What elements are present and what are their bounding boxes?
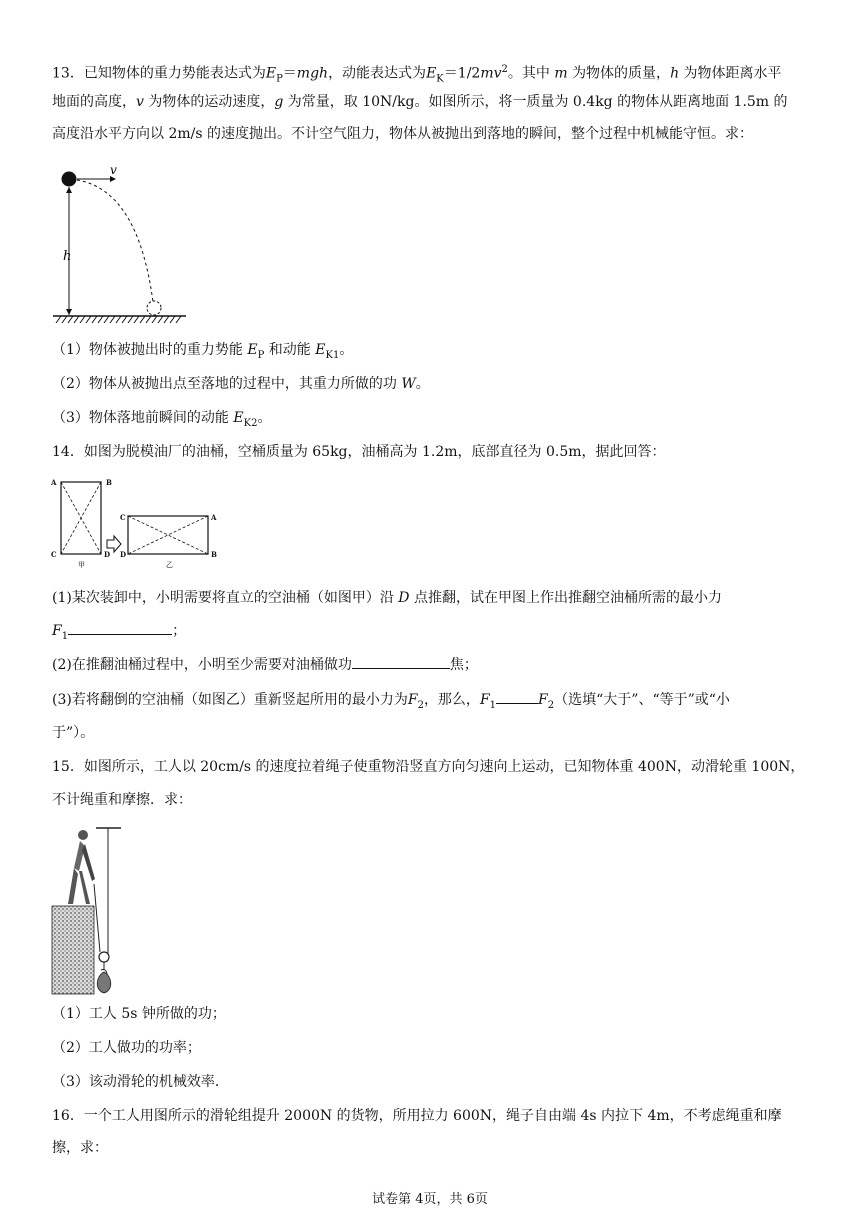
weight xyxy=(97,972,111,993)
svg-text:C: C xyxy=(51,550,57,559)
trajectory xyxy=(77,180,153,302)
q14-sub-3-cont: 于”）。 xyxy=(52,725,95,741)
page-footer: 试卷第 4页，共 6页 xyxy=(372,1192,488,1207)
q14-sub-1-answer: $F_1$ ； xyxy=(52,620,812,648)
ball-start xyxy=(62,172,77,187)
figure-yi-label: 乙 xyxy=(166,561,173,568)
worker-pulley-figure xyxy=(50,824,130,996)
q16-line-1: 16．一个工人用图所示的滑轮组提升 2000N 的货物，所用拉力 600N，绳子自由端 4s 内拉下 4m，不考虑绳重和摩 xyxy=(52,1108,782,1124)
projectile-figure xyxy=(50,160,190,330)
answer-blank-f1[interactable] xyxy=(68,620,172,635)
q13-sub-2: （2）物体从被抛出点至落地的过程中，其重力所做的功 W。 xyxy=(52,376,430,392)
q15-sub-2: （2）工人做功的功率； xyxy=(52,1040,201,1056)
svg-text:D: D xyxy=(120,550,127,559)
q14-sub-2: (2)在推翻油桶过程中，小明至少需要对油桶做功 焦； xyxy=(52,654,812,676)
q14-sub-3: (3)若将翻倒的空油桶（如图乙）重新竖起所用的最小力为$F_2$，那么，$F_1$ $F_2$（选填“大于”、“等于”或“小 xyxy=(52,689,812,717)
ball-landing xyxy=(147,301,161,315)
answer-blank-compare[interactable] xyxy=(496,689,538,704)
platform xyxy=(52,906,94,994)
worker-head xyxy=(78,830,88,840)
oil-barrel-figure xyxy=(50,478,222,568)
svg-text:D: D xyxy=(104,550,111,559)
q15-sub-3: （3）该动滑轮的机械效率． xyxy=(52,1074,229,1090)
q15-line-2: 不计绳重和摩擦．求： xyxy=(52,792,192,808)
q13-sub-3: （3）物体落地前瞬间的动能 $E_{K2}$。 xyxy=(52,410,272,429)
svg-text:A: A xyxy=(51,478,57,487)
q14-sub-1: (1)某次装卸中，小明需要将直立的空油桶（如图甲）沿 D 点推翻，试在甲图上作出推翻空油桶所需的最小力 xyxy=(52,590,722,606)
figure-jia-label: 甲 xyxy=(78,561,85,568)
q14-stem: 14．如图为脱模油厂的油桶，空桶质量为 65kg，油桶高为 1.2m，底部直径为 0.5m，据此回答： xyxy=(52,444,666,460)
svg-text:B: B xyxy=(106,478,112,487)
q13-line-1: 13．已知物体的重力势能表达式为$E_P=mgh$，动能表达式为$E_K=1/2mv^2$。其中 m 为物体的质量，h 为物体距离水平 xyxy=(52,64,782,85)
svg-text:C: C xyxy=(120,513,126,522)
q13-line-3: 高度沿水平方向以 2m/s 的速度抛出。不计空气阻力，物体从被抛出到落地的瞬间，整个过程中机械能守恒。求： xyxy=(52,126,753,142)
answer-blank-work[interactable] xyxy=(352,654,450,669)
q13-sub-1: （1）物体被抛出时的重力势能 $E_P$ 和动能 $E_{K1}$。 xyxy=(52,342,354,361)
ground-hatch xyxy=(56,316,181,323)
velocity-label: v xyxy=(110,163,117,177)
movable-pulley xyxy=(99,952,109,962)
height-label: h xyxy=(63,249,72,264)
q16-line-2: 擦，求： xyxy=(52,1140,108,1156)
q15-sub-1: （1）工人 5s 钟所做的功； xyxy=(52,1006,226,1022)
rope-pulled xyxy=(94,884,100,952)
q15-line-1: 15．如图所示，工人以 20cm/s 的速度拉着绳子使重物沿竖直方向匀速向上运动，已知物体重 400N，动滑轮重 100N， xyxy=(52,759,805,775)
q13-line-2: 地面的高度，v 为物体的运动速度，g 为常量，取 10N/kg。如图所示，将一质量为 0.4kg 的物体从距离地面 1.5m 的 xyxy=(52,94,788,110)
svg-text:B: B xyxy=(211,550,217,559)
svg-text:A: A xyxy=(211,513,217,522)
